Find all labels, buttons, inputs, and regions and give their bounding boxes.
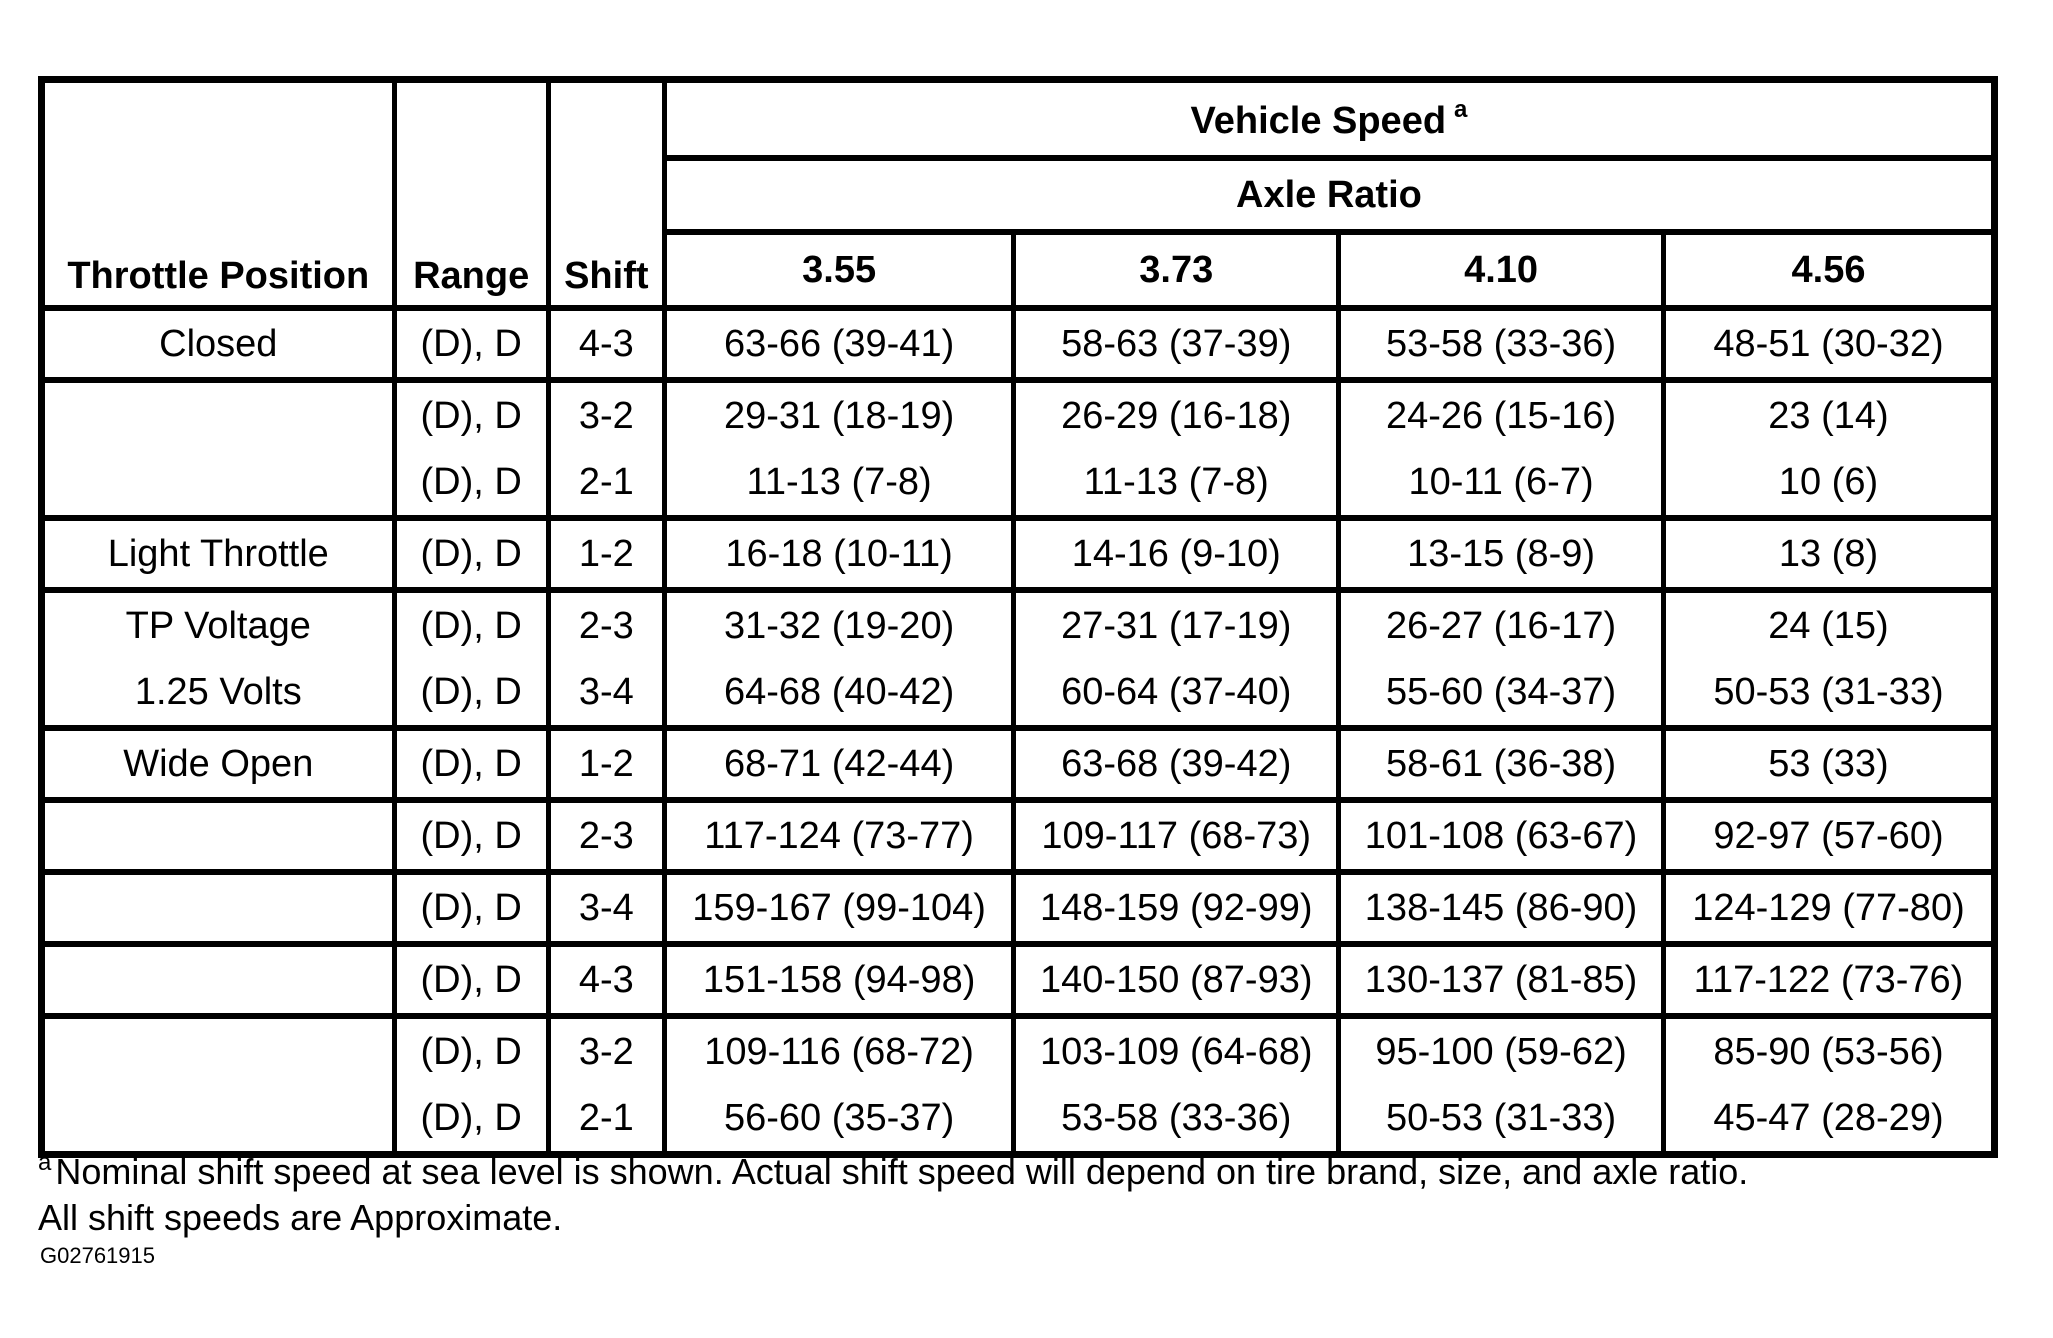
cell-speed-3-55: 64-68 (40-42) [664,659,1013,728]
footnote [38,1140,1748,1241]
cell-throttle-position [42,944,395,1016]
cell-throttle-position [42,872,395,944]
header-axle-ratio: Axle Ratio [664,158,1994,232]
header-ratio-3-73: 3.73 [1014,232,1339,308]
cell-speed-4-56: 24 (15) [1663,590,1994,659]
footnote-mark: a [38,1149,52,1176]
cell-speed-3-55: 56-60 (35-37) [664,1085,1013,1155]
footnote-line-1 [38,1140,1748,1195]
cell-range: (D), D [394,872,548,944]
footnote-text-1: Nominal shift speed at sea level is shown. Actual shift speed will depend on tire brand, size, and axle ratio. [55,1151,1749,1192]
table-header [42,80,1995,309]
table-row [42,728,1995,800]
cell-shift: 2-1 [548,1085,664,1155]
header-ratio-4-10: 4.10 [1339,232,1664,308]
table-row [42,944,1995,1016]
cell-speed-4-56: 53 (33) [1663,728,1994,800]
cell-shift: 2-1 [548,449,664,518]
cell-speed-4-10: 10-11 (6-7) [1339,449,1664,518]
table-row [42,518,1995,590]
cell-range: (D), D [394,449,548,518]
cell-speed-3-55: 151-158 (94-98) [664,944,1013,1016]
figure-id: G02761915 [40,1243,155,1268]
cell-speed-4-10: 26-27 (16-17) [1339,590,1664,659]
cell-speed-3-73: 26-29 (16-18) [1014,380,1339,449]
header-shift: Shift [548,80,664,309]
cell-range: (D), D [394,590,548,659]
cell-speed-4-10: 53-58 (33-36) [1339,308,1664,380]
cell-range: (D), D [394,728,548,800]
cell-speed-4-10: 58-61 (36-38) [1339,728,1664,800]
cell-speed-3-73: 140-150 (87-93) [1014,944,1339,1016]
shift-speed-table-container [38,76,1998,1158]
cell-speed-4-10: 24-26 (15-16) [1339,380,1664,449]
cell-throttle-position: 1.25 Volts [42,659,395,728]
cell-throttle-position [42,800,395,872]
cell-throttle-position: Closed [42,308,395,380]
table-row [42,872,1995,944]
cell-shift: 2-3 [548,800,664,872]
cell-speed-3-55: 31-32 (19-20) [664,590,1013,659]
cell-throttle-position: Wide Open [42,728,395,800]
table-row [42,659,1995,728]
table-row [42,800,1995,872]
cell-speed-3-55: 68-71 (42-44) [664,728,1013,800]
cell-speed-3-73: 60-64 (37-40) [1014,659,1339,728]
cell-speed-3-73: 109-117 (68-73) [1014,800,1339,872]
cell-speed-3-55: 11-13 (7-8) [664,449,1013,518]
cell-speed-4-56: 124-129 (77-80) [1663,872,1994,944]
cell-speed-4-56: 50-53 (31-33) [1663,659,1994,728]
cell-throttle-position [42,1016,395,1085]
cell-shift: 1-2 [548,518,664,590]
cell-range: (D), D [394,518,548,590]
table-row [42,308,1995,380]
cell-throttle-position [42,380,395,449]
cell-speed-3-55: 109-116 (68-72) [664,1016,1013,1085]
cell-speed-4-56: 10 (6) [1663,449,1994,518]
table-row [42,449,1995,518]
cell-speed-3-73: 103-109 (64-68) [1014,1016,1339,1085]
cell-range: (D), D [394,380,548,449]
footnote-line-2: All shift speeds are Approximate. [38,1197,563,1238]
header-range: Range [394,80,548,309]
cell-speed-3-55: 117-124 (73-77) [664,800,1013,872]
cell-speed-3-73: 53-58 (33-36) [1014,1085,1339,1155]
cell-range: (D), D [394,1016,548,1085]
cell-speed-4-56: 85-90 (53-56) [1663,1016,1994,1085]
table-row [42,1016,1995,1085]
cell-speed-3-55: 16-18 (10-11) [664,518,1013,590]
cell-speed-3-73: 14-16 (9-10) [1014,518,1339,590]
cell-speed-4-56: 45-47 (28-29) [1663,1085,1994,1155]
header-vehicle-speed-label: Vehicle Speed [1190,100,1447,142]
cell-speed-4-10: 101-108 (63-67) [1339,800,1664,872]
header-throttle-position: Throttle Position [42,80,395,309]
cell-range: (D), D [394,308,548,380]
cell-range: (D), D [394,659,548,728]
cell-shift: 3-2 [548,1016,664,1085]
cell-speed-4-56: 117-122 (73-76) [1663,944,1994,1016]
cell-speed-3-55: 159-167 (99-104) [664,872,1013,944]
cell-speed-3-73: 63-68 (39-42) [1014,728,1339,800]
cell-speed-4-10: 138-145 (86-90) [1339,872,1664,944]
cell-shift: 4-3 [548,944,664,1016]
cell-shift: 3-4 [548,659,664,728]
cell-shift: 1-2 [548,728,664,800]
cell-speed-3-73: 58-63 (37-39) [1014,308,1339,380]
cell-shift: 2-3 [548,590,664,659]
cell-speed-3-55: 29-31 (18-19) [664,380,1013,449]
cell-speed-4-10: 95-100 (59-62) [1339,1016,1664,1085]
cell-range: (D), D [394,800,548,872]
cell-speed-3-73: 27-31 (17-19) [1014,590,1339,659]
cell-speed-4-56: 23 (14) [1663,380,1994,449]
footnote-marker: a [1454,96,1468,123]
cell-speed-4-10: 130-137 (81-85) [1339,944,1664,1016]
cell-range: (D), D [394,1085,548,1155]
cell-speed-4-56: 92-97 (57-60) [1663,800,1994,872]
cell-throttle-position [42,449,395,518]
cell-speed-4-56: 13 (8) [1663,518,1994,590]
header-ratio-4-56: 4.56 [1663,232,1994,308]
shift-speed-table [38,76,1998,1158]
cell-shift: 4-3 [548,308,664,380]
cell-throttle-position: Light Throttle [42,518,395,590]
table-body [42,308,1995,1155]
cell-shift: 3-2 [548,380,664,449]
cell-speed-3-73: 11-13 (7-8) [1014,449,1339,518]
cell-speed-4-10: 13-15 (8-9) [1339,518,1664,590]
cell-speed-3-55: 63-66 (39-41) [664,308,1013,380]
cell-speed-4-10: 50-53 (31-33) [1339,1085,1664,1155]
cell-throttle-position: TP Voltage [42,590,395,659]
cell-speed-4-10: 55-60 (34-37) [1339,659,1664,728]
cell-speed-4-56: 48-51 (30-32) [1663,308,1994,380]
table-row [42,380,1995,449]
table-row [42,590,1995,659]
header-ratio-3-55: 3.55 [664,232,1013,308]
cell-range: (D), D [394,944,548,1016]
header-vehicle-speed [664,80,1994,159]
cell-shift: 3-4 [548,872,664,944]
cell-speed-3-73: 148-159 (92-99) [1014,872,1339,944]
